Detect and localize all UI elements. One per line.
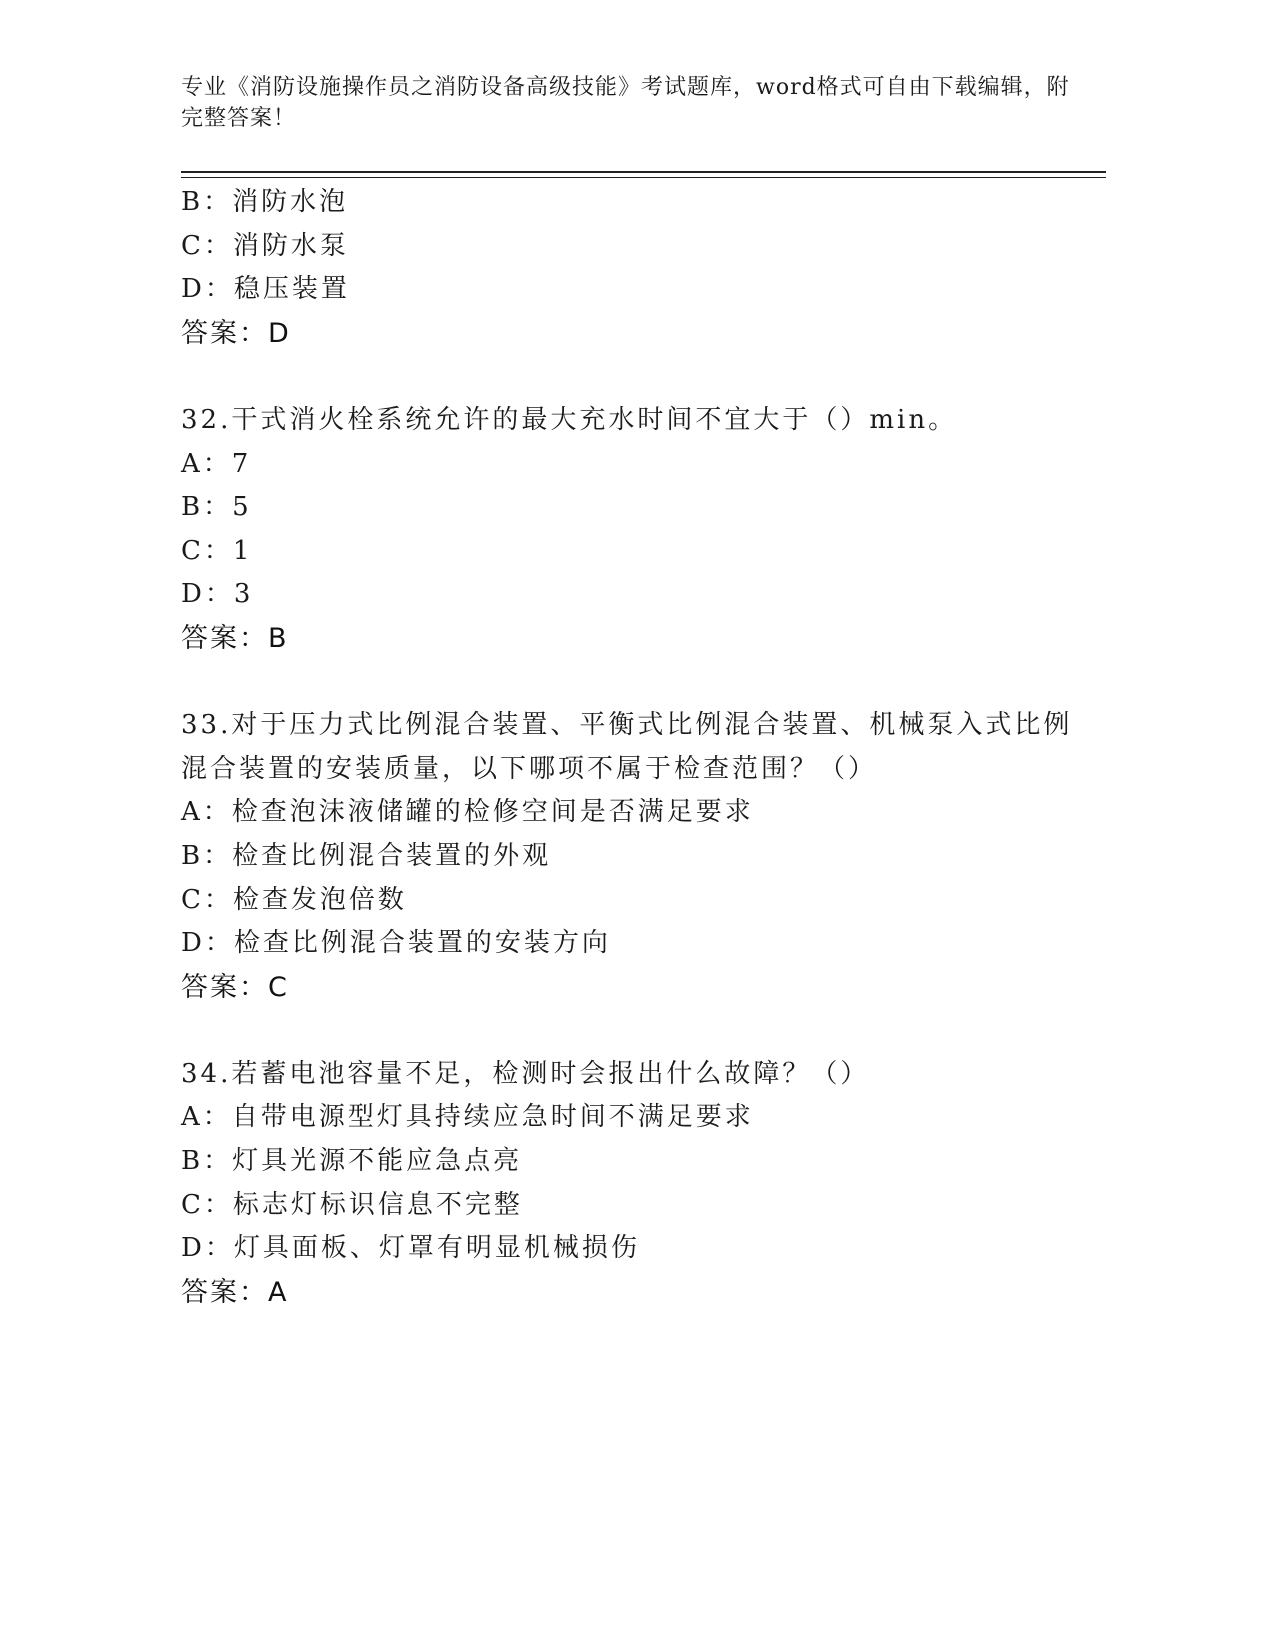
answer: 答案：A [181, 1276, 289, 1308]
spacer [181, 355, 1081, 399]
option-b: B：5 [181, 492, 252, 523]
question-34 [181, 1053, 1081, 1315]
question-31-continued [181, 181, 1081, 355]
option-c: C：消防水泵 [181, 230, 349, 261]
header-divider-thick [181, 171, 1106, 173]
question-stem: 34.若蓄电池容量不足，检测时会报出什么故障？（） [181, 1058, 870, 1089]
question-32 [181, 399, 1081, 661]
option-a: A：自带电源型灯具持续应急时间不满足要求 [181, 1102, 754, 1133]
option-d: D：灯具面板、灯罩有明显机械损伤 [181, 1233, 640, 1264]
option-a: A：检查泡沫液储罐的检修空间是否满足要求 [181, 797, 754, 828]
spacer [181, 661, 1081, 705]
option-c: C：检查发泡倍数 [181, 884, 407, 915]
question-stem: 32.干式消火栓系统允许的最大充水时间不宜大于（）min。 [181, 404, 958, 435]
question-stem-line-1: 33.对于压力式比例混合装置、平衡式比例混合装置、机械泵入式比例 [181, 710, 1073, 741]
question-33 [181, 704, 1081, 1009]
option-c: C：标志灯标识信息不完整 [181, 1189, 523, 1220]
option-d: D：稳压装置 [181, 274, 350, 305]
answer: 答案：D [181, 317, 291, 349]
document-header: 专业《消防设施操作员之消防设备高级技能》考试题库，word格式可自由下载编辑，附完整答案！ [181, 75, 1070, 131]
question-stem-line-2: 混合装置的安装质量，以下哪项不属于检查范围？（） [181, 753, 878, 784]
option-b: B：灯具光源不能应急点亮 [181, 1146, 523, 1177]
option-a: A：7 [181, 448, 252, 479]
spacer [181, 1009, 1081, 1053]
option-c: C：1 [181, 535, 253, 566]
option-b: B：检查比例混合装置的外观 [181, 840, 552, 871]
answer: 答案：C [181, 971, 289, 1003]
question-list [181, 181, 1081, 1314]
option-d: D：检查比例混合装置的安装方向 [181, 928, 611, 959]
answer: 答案：B [181, 622, 289, 654]
header-divider-thin [181, 177, 1106, 178]
option-d: D：3 [181, 579, 254, 610]
option-b: B：消防水泡 [181, 187, 349, 217]
